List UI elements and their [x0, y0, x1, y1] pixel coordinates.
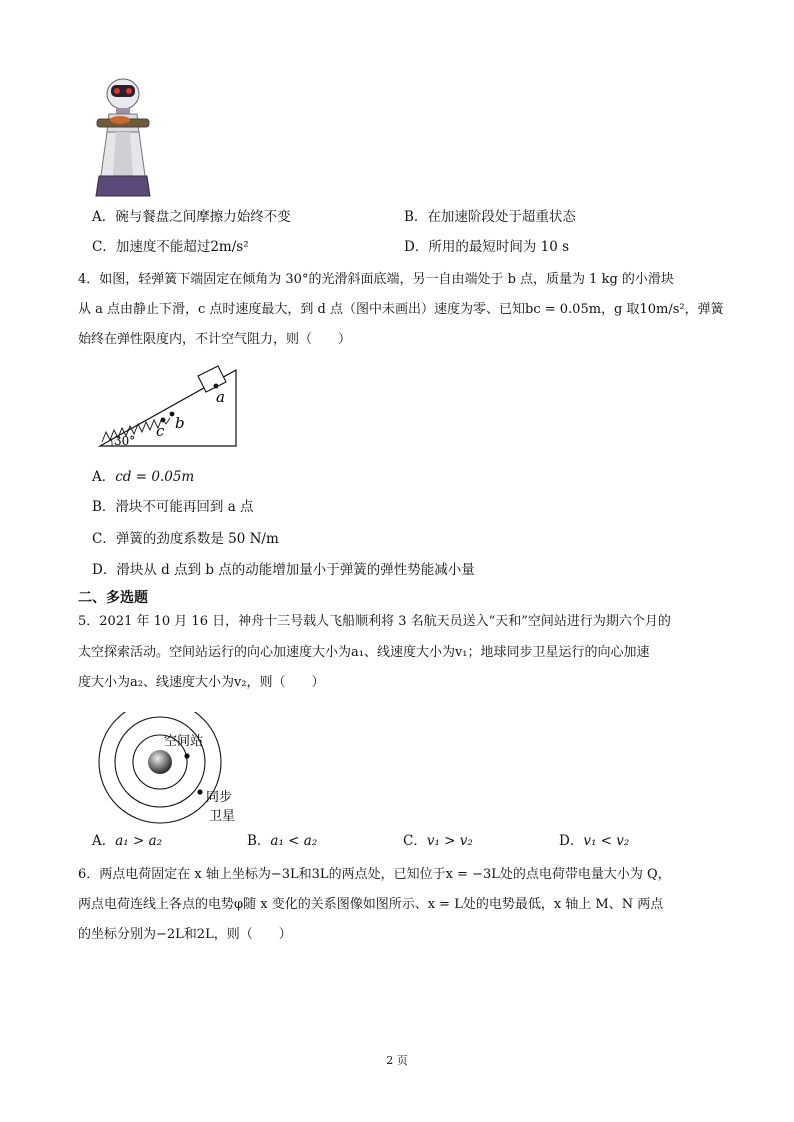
angle-arc [111, 439, 112, 446]
q4-option-d: D．滑块从 d 点到 b 点的动能增加量小于弹簧的弹性势能减小量 [92, 562, 475, 578]
incline-spring-figure [94, 362, 244, 452]
q3-option-a: A．碗与餐盘之间摩擦力始终不变 [92, 209, 291, 225]
label-b: b [175, 414, 185, 432]
label-c: c [156, 422, 165, 440]
q5-option-d: D．v₁ < v₂ [559, 833, 630, 849]
q3-option-d: D．所用的最短时间为 10 s [404, 239, 570, 255]
q4-option-b: B．滑块不可能再回到 a 点 [92, 499, 254, 515]
q3-option-c: C．加速度不能超过2m/s² [92, 239, 249, 255]
q4-option-c: C．弹簧的劲度系数是 50 N/m [92, 531, 279, 547]
q4-option-a: A．cd = 0.05m [92, 469, 195, 485]
q6-line-3: 的坐标分别为−2L和2L，则（ ） [78, 927, 292, 942]
sync-label-1: 同步 [206, 790, 233, 805]
robot-waiter-image [92, 72, 154, 198]
q5-line-1: 5．2021 年 10 月 16 日，神舟十三号载人飞船顺利将 3 名航天员送入“天和”空间站进行为期六个月的 [78, 614, 671, 629]
point-b [170, 412, 175, 417]
q4-line-3: 始终在弹性限度内，不计空气阻力，则（ ） [78, 332, 352, 347]
q5-option-a: A．a₁ > a₂ [92, 833, 163, 849]
label-a: a [216, 388, 225, 406]
page-number: 2 页 [386, 1054, 408, 1067]
station-dot [184, 753, 189, 758]
sync-satellite-dot [197, 789, 202, 794]
q3-option-b: B．在加速阶段处于超重状态 [404, 209, 576, 225]
earth [148, 750, 172, 774]
q6-line-1: 6．两点电荷固定在 x 轴上坐标为−3L和3L的两点处，已知位于x = −3L处的点电荷带电量大小为 Q， [78, 867, 671, 882]
orbit-figure [96, 712, 256, 830]
label-angle: 30° [114, 434, 136, 448]
q6-line-2: 两点电荷连线上各点的电势φ随 x 变化的关系图像如图所示、x = L处的电势最低，x 轴上 M、N 两点 [78, 897, 664, 912]
station-label: 空间站 [164, 734, 204, 749]
q5-line-3: 度大小为a₂、线速度大小为v₂，则（ ） [78, 675, 325, 690]
q5-option-b: B．a₁ < a₂ [247, 833, 318, 849]
q5-option-c: C．v₁ > v₂ [403, 833, 473, 849]
q4-line-2: 从 a 点由静止下滑，c 点时速度最大，到 d 点（图中未画出）速度为零、已知bc = 0.05m，g 取10m/s²，弹簧 [78, 302, 724, 317]
sync-label-2: 卫星 [209, 809, 236, 824]
section-multi-choice-title: 二、多选题 [78, 590, 148, 606]
q5-line-2: 太空探索活动。空间站运行的向心加速度大小为a₁、线速度大小为v₁；地球同步卫星运行的向心加速 [78, 645, 650, 660]
q4-line-1: 4．如图，轻弹簧下端固定在倾角为 30°的光滑斜面底端，另一自由端处于 b 点，质量为 1 kg 的小滑块 [78, 272, 674, 287]
